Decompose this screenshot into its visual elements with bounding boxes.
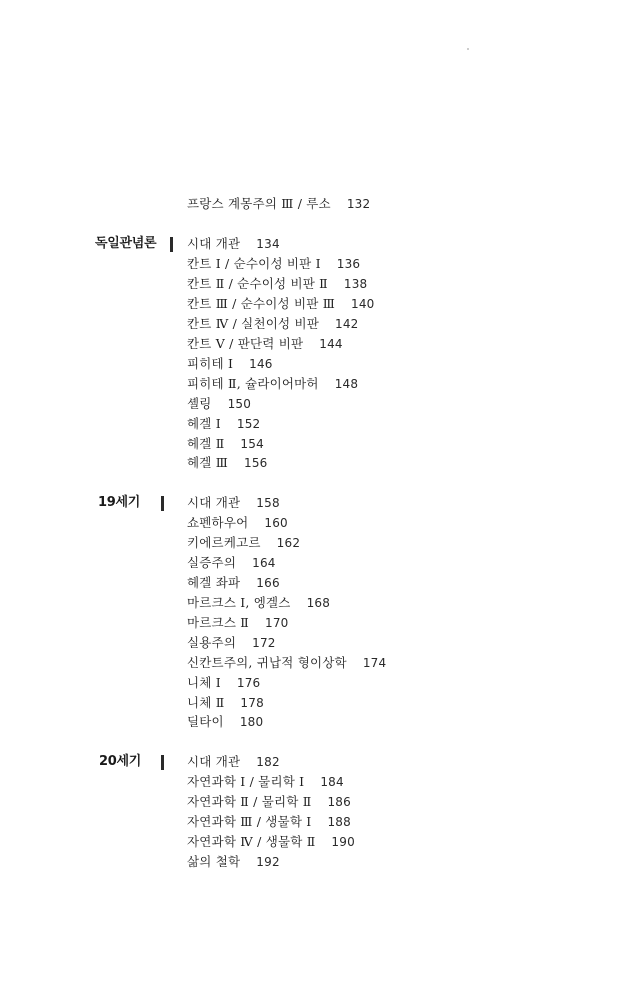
toc-entry [187, 772, 344, 792]
toc-entry-page: 144 [319, 337, 343, 351]
section-bar [161, 755, 164, 770]
toc-entry-title: 시대 개관 [187, 754, 241, 769]
toc-entry-title: 칸트 Ⅲ / 순수이성 비판 Ⅲ [187, 296, 335, 311]
toc-entry-page: 180 [239, 715, 264, 729]
toc-entry-page: 140 [351, 297, 375, 311]
toc-entry-title: 실용주의 [187, 635, 237, 650]
toc-entry-title: 칸트 Ⅴ / 판단력 비판 [187, 336, 304, 351]
toc-entry-page: 136 [336, 257, 361, 271]
toc-entry [187, 752, 280, 772]
toc-entry [187, 533, 300, 553]
toc-entry-title: 시대 개관 [187, 495, 241, 510]
toc-entry-title: 프랑스 계몽주의 Ⅲ / 루소 [187, 196, 331, 211]
toc-entry-page: 156 [243, 456, 268, 470]
toc-entry-title: 피히테 Ⅱ, 슐라이어마허 [187, 376, 319, 391]
toc-entry-page: 186 [327, 795, 351, 809]
section-bar [161, 496, 164, 511]
toc-entry-page: 176 [236, 676, 261, 690]
toc-entry-page: 162 [276, 536, 301, 550]
toc-entry-page: 168 [306, 596, 331, 610]
toc-entry [187, 633, 276, 653]
toc-entry-title: 키에르케고르 [187, 535, 261, 550]
toc-entry-page: 142 [335, 317, 359, 331]
toc-entry [187, 812, 351, 832]
toc-entry-title: 자연과학 Ⅳ / 생물학 Ⅱ [187, 834, 316, 849]
toc-entry [187, 294, 375, 314]
toc-entry-page: 138 [343, 277, 368, 291]
toc-entry-title: 헤겔 Ⅲ [187, 455, 228, 470]
toc-entry [187, 254, 360, 274]
toc-entry-page: 150 [227, 397, 252, 411]
toc-entry-page: 188 [327, 815, 351, 829]
toc-entry-title: 시대 개관 [187, 236, 241, 251]
toc-entry-page: 152 [236, 417, 261, 431]
toc-entry-page: 170 [264, 616, 289, 630]
section-bar [170, 237, 173, 252]
toc-entry [187, 653, 386, 673]
toc-entry-title: 자연과학 Ⅲ / 생물학 Ⅰ [187, 814, 312, 829]
toc-entry-page: 148 [334, 377, 359, 391]
toc-entry-title: 삶의 철학 [187, 854, 241, 869]
toc-entry [187, 394, 251, 414]
toc-entry-title: 헤겔 Ⅱ [187, 436, 225, 451]
toc-entry-title: 칸트 Ⅳ / 실천이성 비판 [187, 316, 319, 331]
toc-entry-title: 칸트 Ⅰ / 순수이성 비판 Ⅰ [187, 256, 321, 271]
toc-entry [187, 573, 280, 593]
toc-entry-title: 칸트 Ⅱ / 순수이성 비판 Ⅱ [187, 276, 328, 291]
toc-entry-page: 146 [249, 357, 273, 371]
toc-entry-page: 174 [362, 656, 387, 670]
toc-entry-title: 헤겔 Ⅰ [187, 416, 221, 431]
toc-entry [187, 374, 358, 394]
toc-entry [187, 553, 276, 573]
toc-entry [187, 513, 288, 533]
toc-entry-title: 니체 Ⅰ [187, 675, 221, 690]
section-heading: 20세기 [99, 754, 142, 769]
toc-entry-title: 신칸트주의, 귀납적 형이상학 [187, 655, 347, 670]
toc-entry [187, 314, 359, 334]
toc-entry-page: 182 [256, 755, 280, 769]
toc-entry [187, 852, 280, 872]
toc-entry [187, 613, 289, 633]
paper-speck [467, 48, 469, 50]
toc-entry [187, 414, 260, 434]
toc-entry [187, 493, 280, 513]
toc-entry-page: 178 [240, 696, 264, 710]
toc-entry-page: 166 [256, 576, 280, 590]
toc-entry-page: 190 [331, 835, 355, 849]
toc-entry-title: 니체 Ⅱ [187, 695, 225, 710]
toc-entry-title: 셸링 [187, 396, 212, 411]
toc-entry-page: 154 [240, 437, 264, 451]
toc-entry-title: 마르크스 Ⅰ, 엥겔스 [187, 595, 291, 610]
toc-entry [187, 274, 367, 294]
toc-entry-intro [187, 194, 370, 214]
toc-entry-page: 172 [252, 636, 276, 650]
toc-entry-title: 쇼펜하우어 [187, 515, 249, 530]
toc-entry [187, 712, 263, 732]
toc-entry-title: 피히테 Ⅰ [187, 356, 234, 371]
toc-entry [187, 434, 264, 454]
toc-entry [187, 593, 330, 613]
toc-entry-title: 마르크스 Ⅱ [187, 615, 249, 630]
toc-entry-page: 192 [256, 855, 280, 869]
toc-entry [187, 354, 273, 374]
section-heading: 독일관념론 [95, 236, 157, 251]
toc-entry-page: 164 [252, 556, 276, 570]
toc-entry-title: 자연과학 Ⅰ / 물리학 Ⅰ [187, 774, 305, 789]
toc-entry-title: 자연과학 Ⅱ / 물리학 Ⅱ [187, 794, 312, 809]
toc-entry-page: 134 [256, 237, 280, 251]
section-heading: 19세기 [98, 495, 141, 510]
toc-entry [187, 792, 351, 812]
toc-entry-page: 184 [320, 775, 344, 789]
toc-entry [187, 832, 355, 852]
toc-entry-title: 실증주의 [187, 555, 237, 570]
toc-entry-page: 158 [256, 496, 280, 510]
toc-entry-title: 딜타이 [187, 714, 224, 729]
toc-entry [187, 334, 343, 354]
toc-entry-page: 132 [346, 197, 371, 211]
toc-entry-title: 헤겔 좌파 [187, 575, 241, 590]
toc-entry [187, 693, 264, 713]
toc-entry [187, 453, 268, 473]
toc-entry-page: 160 [264, 516, 288, 530]
toc-entry [187, 234, 280, 254]
toc-entry [187, 673, 260, 693]
